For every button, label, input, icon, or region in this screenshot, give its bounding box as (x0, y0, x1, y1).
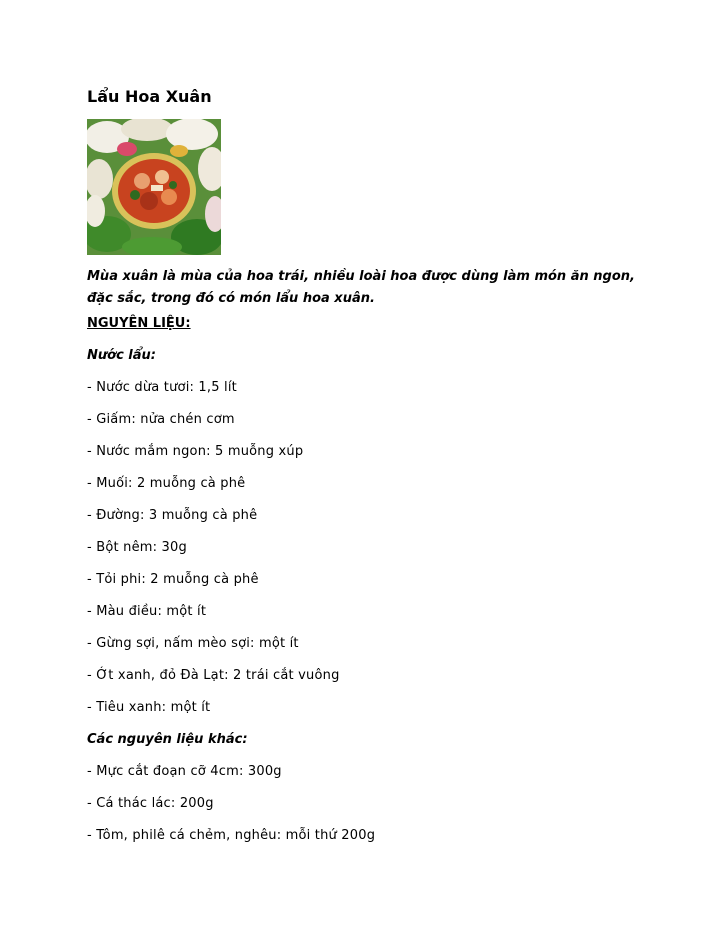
broth-item: - Giấm: nửa chén cơm (87, 412, 235, 427)
broth-item: - Đường: 3 muỗng cà phê (87, 508, 258, 523)
broth-item: - Màu điều: một ít (87, 604, 207, 619)
intro-line: đặc sắc, trong đó có món lẩu hoa xuân. (87, 291, 375, 306)
broth-item: - Ớt xanh, đỏ Đà Lạt: 2 trái cắt vuông (87, 668, 340, 683)
other-item: - Tôm, philê cá chẻm, nghêu: mỗi thứ 200g (87, 828, 376, 843)
broth-heading: Nước lẩu: (87, 348, 156, 363)
intro-line: Mùa xuân là mùa của hoa trái, nhiều loài hoa được dùng làm món ăn ngon, (87, 269, 635, 284)
broth-item: - Bột nêm: 30g (87, 540, 187, 555)
broth-item: - Tiêu xanh: một ít (87, 700, 211, 715)
ingredients-heading: NGUYÊN LIỆU: (87, 316, 191, 331)
broth-item: - Tỏi phi: 2 muỗng cà phê (87, 572, 259, 587)
broth-item: - Nước mắm ngon: 5 muỗng xúp (87, 444, 304, 459)
broth-item: - Muối: 2 muỗng cà phê (87, 476, 246, 491)
other-item: - Cá thác lác: 200g (87, 796, 214, 811)
broth-item: - Nước dừa tươi: 1,5 lít (87, 380, 237, 395)
intro-paragraph (87, 266, 667, 310)
other-item: - Mực cắt đoạn cỡ 4cm: 300g (87, 764, 282, 779)
recipe-title: Lẩu Hoa Xuân (87, 87, 212, 106)
hotpot-photo (87, 119, 221, 255)
other-ingredients-heading: Các nguyên liệu khác: (87, 732, 248, 747)
broth-item: - Gừng sợi, nấm mèo sợi: một ít (87, 636, 299, 651)
